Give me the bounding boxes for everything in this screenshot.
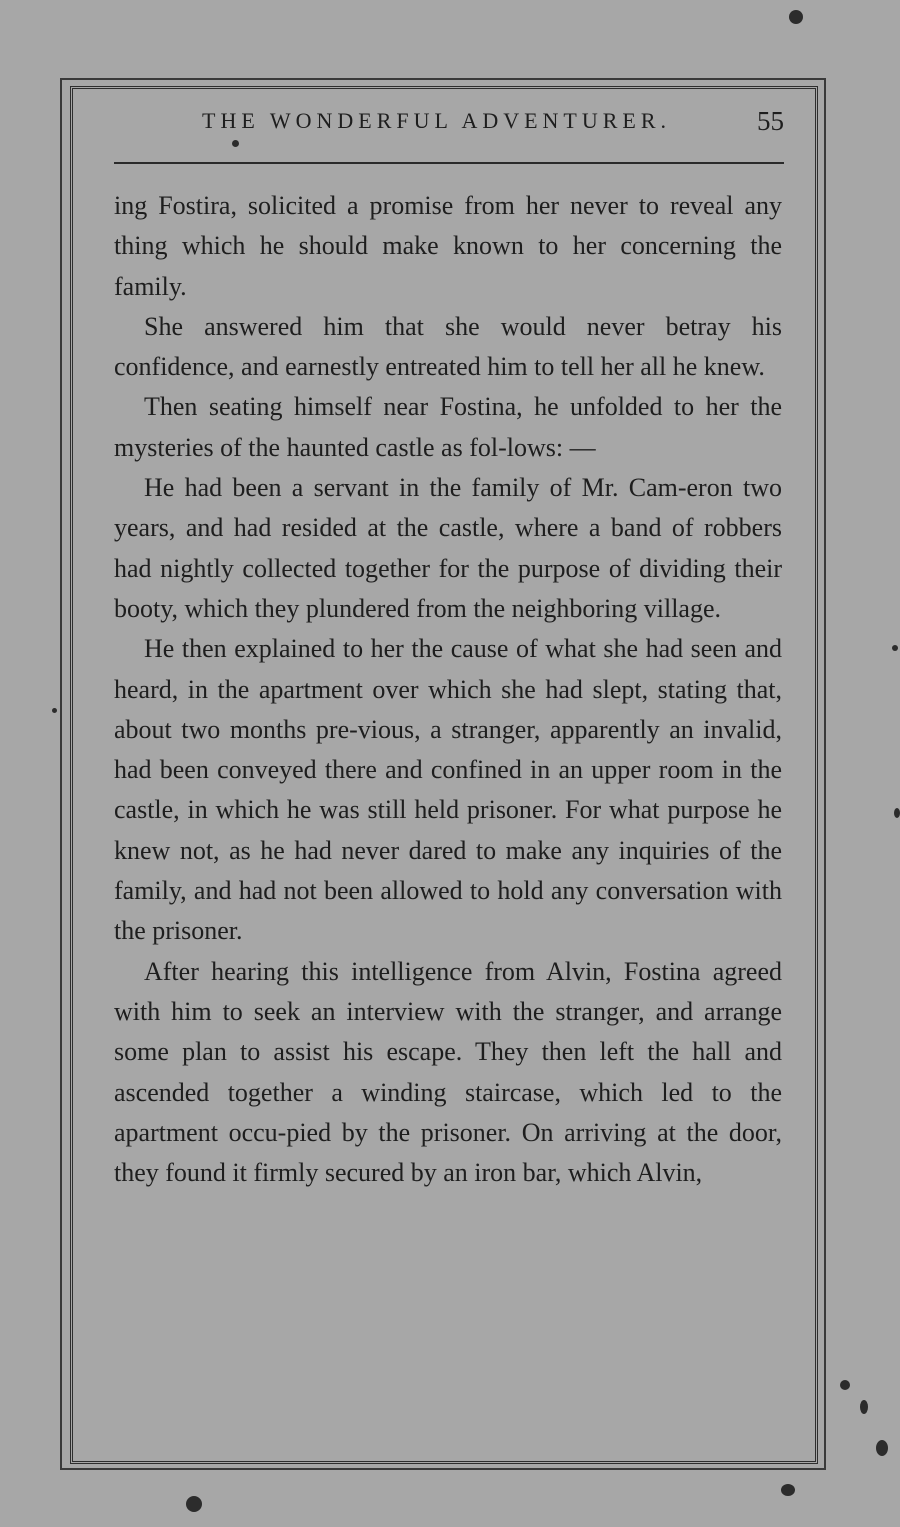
- ink-speck: [789, 10, 803, 24]
- ink-speck: [894, 808, 900, 818]
- running-title: THE WONDERFUL ADVENTURER.: [202, 108, 672, 133]
- ink-speck: [840, 1380, 850, 1390]
- ink-speck: [52, 708, 57, 713]
- running-head: [114, 106, 784, 142]
- header-rule: [114, 162, 784, 164]
- paragraph: After hearing this intelligence from Alvin, Fostina agreed with him to seek an interview with the stranger, and arrange some plan to assist his escape. They then left the hall and ascended together a winding staircase, which led to the apartment occu-pied by the prisoner. On arriving at the door, they found it firmly secured by an iron bar, which Alvin,: [114, 956, 782, 1188]
- body-text: [114, 186, 782, 1193]
- paragraph-continued: ing Fostira, solicited a promise from her never to reveal any thing which he should make known to her concerning the family.: [114, 191, 782, 301]
- ink-speck: [781, 1484, 795, 1496]
- ink-speck: [186, 1496, 202, 1512]
- paragraph: He had been a servant in the family of Mr. Cam-eron two years, and had resided at the castle, where a band of robbers had nightly collected together for the purpose of dividing their booty, which they plundered from the neighboring village.: [114, 473, 782, 623]
- ink-speck: [892, 645, 898, 651]
- ink-speck: [232, 140, 239, 147]
- paragraph: He then explained to her the cause of what she had seen and heard, in the apartment over which she had slept, stating that, about two months pre-vious, a stranger, apparently an invalid, had been conveyed there and confined in an upper room in the castle, in which he was still held prisoner. For what purpose he knew not, as he had never dared to make any inquiries of the family, and had not been allowed to hold any conversation with the prisoner.: [114, 634, 782, 946]
- page-number: 55: [757, 106, 784, 136]
- ink-speck: [860, 1400, 868, 1414]
- paragraph: Then seating himself near Fostina, he unfolded to her the mysteries of the haunted castle as fol-lows: —: [114, 392, 782, 462]
- ink-speck: [876, 1440, 888, 1456]
- paragraph: She answered him that she would never betray his confidence, and earnestly entreated him to tell her all he knew.: [114, 311, 782, 382]
